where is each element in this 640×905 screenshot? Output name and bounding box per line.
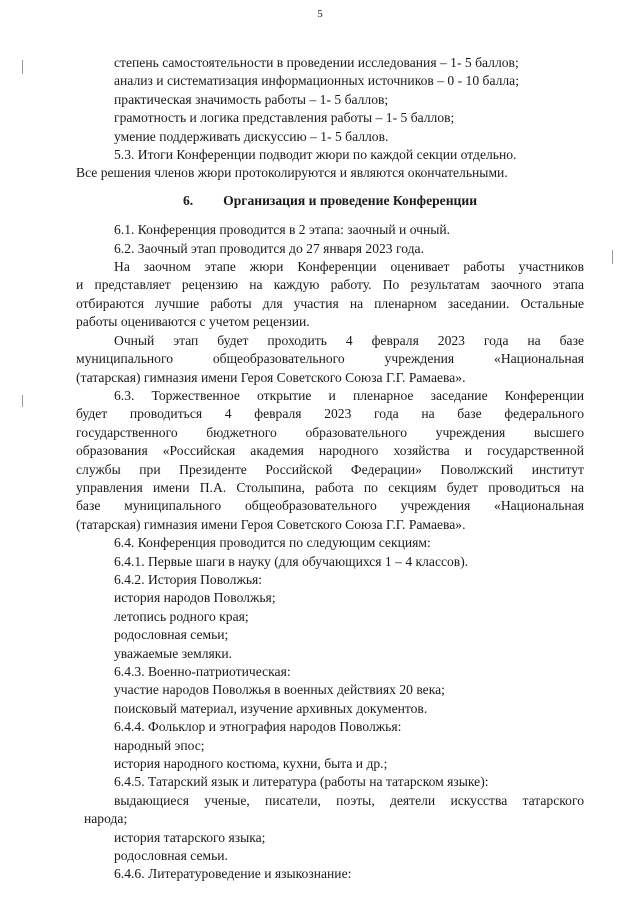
paragraph-6-3: управления имени П.А. Столыпина, работа по секциям будет проводиться на <box>76 479 584 495</box>
list-item: участие народов Поволжья в военных действиях 20 века; <box>114 682 445 698</box>
paragraph-zaochny: На заочном этапе жюри Конференции оценивает работы участников <box>114 259 584 275</box>
paragraph-6-3: базе муниципального общеобразовательного учреждения «Национальная <box>76 498 584 514</box>
paragraph-6-3: службы при Президенте Российской Федерации» Поволжский институт <box>76 461 584 477</box>
paragraph-5-3-cont: Все решения членов жюри протоколируются и являются окончательными. <box>76 165 508 181</box>
paragraph-6-3: будет проводиться 4 февраля 2023 года на базе федерального <box>76 406 584 422</box>
scan-artifact-left-mid <box>22 395 23 407</box>
list-item: летопись родного края; <box>114 608 249 624</box>
section-6-4-4-title: 6.4.4. Фольклор и этнография народов Поволжья: <box>114 719 402 735</box>
list-item: родословная семьи. <box>114 848 228 864</box>
document-body <box>76 54 584 884</box>
section-number: 6. <box>182 192 194 208</box>
paragraph-6-4: 6.4. Конференция проводится по следующим секциям: <box>114 535 431 551</box>
paragraph-ochny: (татарская) гимназия имени Героя Советского Союза Г.Г. Рамаева». <box>76 369 466 385</box>
paragraph-5-3: 5.3. Итоги Конференции подводит жюри по каждой секции отдельно. <box>114 147 517 163</box>
list-item: уважаемые земляки. <box>114 645 233 661</box>
paragraph-zaochny: работы оцениваются с учетом рецензии. <box>76 314 310 330</box>
paragraph-6-3: государственного бюджетного образовательного учреждения высшего <box>76 424 584 440</box>
scan-artifact-right <box>612 250 613 264</box>
paragraph-6-3: образования «Российская академия народного хозяйства и государственной <box>76 443 584 459</box>
list-item: поисковый материал, изучение архивных документов. <box>114 700 428 716</box>
paragraph-zaochny: и представляет рецензию на каждую работу. По результатам заочного этапа <box>76 277 584 293</box>
criteria-item: практическая значимость работы – 1- 5 баллов; <box>114 91 389 107</box>
section-6-4-3-title: 6.4.3. Военно-патриотическая: <box>114 664 291 679</box>
list-item-cont: народа; <box>84 811 128 827</box>
paragraph-ochny: муниципального общеобразовательного учреждения «Национальная <box>76 351 584 367</box>
section-6-heading <box>76 192 584 210</box>
section-6-4-2-title: 6.4.2. История Поволжья: <box>114 571 263 587</box>
criteria-item: умение поддерживать дискуссию – 1- 5 баллов. <box>114 128 389 144</box>
criteria-item: анализ и систематизация информационных источников – 0 - 10 балла; <box>114 73 519 89</box>
paragraph-6-1: 6.1. Конференция проводится в 2 этапа: заочный и очный. <box>114 222 451 238</box>
list-item: народный эпос; <box>114 737 205 753</box>
paragraph-ochny: Очный этап будет проходить 4 февраля 2023 года на базе <box>114 332 584 348</box>
list-item: история татарского языка; <box>114 829 266 845</box>
page-number: 5 <box>317 8 323 20</box>
list-item: выдающиеся ученые, писатели, поэты, деятели искусства татарского <box>114 792 584 808</box>
list-item: история народов Поволжья; <box>114 590 276 606</box>
section-title: Организация и проведение Конференции <box>223 192 478 208</box>
criteria-item: степень самостоятельности в проведении исследования – 1- 5 баллов; <box>114 55 519 70</box>
criteria-item: грамотность и логика представления работы – 1- 5 баллов; <box>114 110 455 126</box>
list-item: история народного костюма, кухни, быта и др.; <box>114 756 388 772</box>
list-item: родословная семьи; <box>114 627 229 643</box>
paragraph-zaochny: отбираются лучшие работы для участия на пленарном заседании. Остальные <box>76 295 584 311</box>
section-6-4-5-title: 6.4.5. Татарский язык и литература (работы на татарском языке): <box>114 774 489 790</box>
section-6-4-6-title: 6.4.6. Литературоведение и языкознание: <box>114 866 352 882</box>
paragraph-6-3: 6.3. Торжественное открытие и пленарное заседание Конференции <box>114 387 584 403</box>
paragraph-6-2: 6.2. Заочный этап проводится до 27 января 2023 года. <box>114 240 424 256</box>
scan-artifact-left-top <box>22 60 23 74</box>
section-6-4-1: 6.4.1. Первые шаги в науку (для обучающихся 1 – 4 классов). <box>114 553 469 569</box>
paragraph-6-3: (татарская) гимназия имени Героя Советского Союза Г.Г. Рамаева». <box>76 516 466 532</box>
